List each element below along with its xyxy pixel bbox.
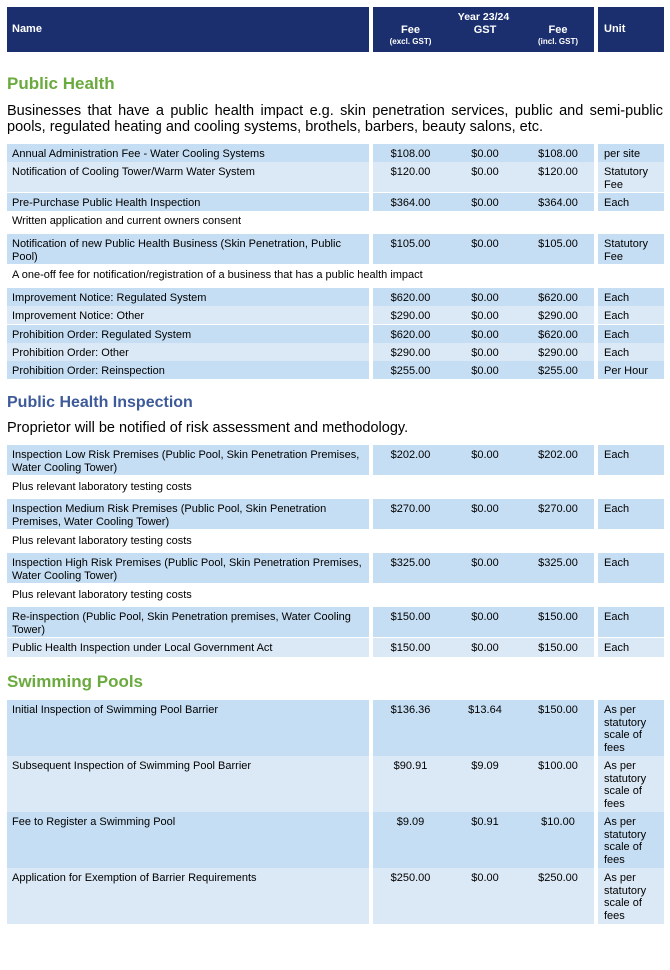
row-fee-incl: $100.00 — [522, 756, 594, 812]
header-fee-incl-sub: (incl. GST) — [538, 37, 578, 46]
header-fees-cell — [373, 7, 594, 52]
table-row — [7, 193, 664, 211]
header-fee-excl-sub: (excl. GST) — [389, 37, 432, 46]
row-unit: Each — [598, 499, 664, 529]
header-year-label: Year 23/24 — [457, 11, 510, 23]
row-unit: As per statutory scale of fees — [598, 700, 664, 756]
row-unit: As per statutory scale of fees — [598, 812, 664, 868]
row-unit: Statutory Fee — [598, 234, 664, 264]
row-name: Application for Exemption of Barrier Requirements — [7, 868, 369, 924]
row-gst: $0.00 — [448, 607, 522, 637]
table-header — [7, 7, 664, 52]
row-unit: Each — [598, 343, 664, 361]
table-row — [7, 553, 664, 583]
row-gst: $0.00 — [448, 162, 522, 192]
row-unit: Each — [598, 553, 664, 583]
row-fee-excl: $120.00 — [373, 162, 448, 192]
row-name: Inspection Medium Risk Premises (Public Pool, Skin Penetration Premises, Water Cooling Tower) — [7, 499, 369, 529]
table-row — [7, 288, 664, 306]
row-fee-incl: $290.00 — [522, 306, 594, 324]
header-unit-label: Unit — [604, 23, 626, 35]
section-desc-public-health-inspection: Proprietor will be notified of risk assessment and methodology. — [7, 420, 409, 436]
row-fee-incl: $325.00 — [522, 553, 594, 583]
row-fee-incl: $255.00 — [522, 361, 594, 379]
row-fee-incl: $150.00 — [522, 607, 594, 637]
header-name-cell — [7, 7, 369, 52]
row-name: Improvement Notice: Other — [7, 306, 369, 324]
row-fee-excl: $9.09 — [373, 812, 448, 868]
row-name: Pre-Purchase Public Health Inspection — [7, 193, 369, 211]
row-name: Initial Inspection of Swimming Pool Barrier — [7, 700, 369, 756]
row-note: Plus relevant laboratory testing costs — [7, 531, 664, 551]
row-name: Annual Administration Fee - Water Cooling Systems — [7, 144, 369, 162]
section-title-public-health-inspection: Public Health Inspection — [7, 394, 193, 411]
row-fee-excl: $250.00 — [373, 868, 448, 924]
row-note: A one-off fee for notification/registration of a business that has a public health impact — [7, 265, 664, 285]
row-name: Prohibition Order: Reinspection — [7, 361, 369, 379]
row-fee-excl: $255.00 — [373, 361, 448, 379]
table-note-row — [7, 585, 664, 605]
row-gst: $0.00 — [448, 868, 522, 924]
row-gst: $0.00 — [448, 499, 522, 529]
row-name: Subsequent Inspection of Swimming Pool Barrier — [7, 756, 369, 812]
table-row — [7, 756, 664, 812]
row-fee-incl: $620.00 — [522, 288, 594, 306]
row-note: Written application and current owners consent — [7, 211, 664, 231]
row-gst: $0.00 — [448, 445, 522, 475]
row-unit: Each — [598, 325, 664, 343]
header-fee-incl — [522, 24, 594, 47]
table-note-row — [7, 211, 664, 231]
row-note: Plus relevant laboratory testing costs — [7, 477, 664, 497]
table-row — [7, 325, 664, 343]
row-unit: Each — [598, 607, 664, 637]
header-fee-excl-label: Fee — [401, 24, 420, 36]
row-fee-excl: $108.00 — [373, 144, 448, 162]
row-fee-excl: $150.00 — [373, 638, 448, 657]
row-fee-excl: $290.00 — [373, 343, 448, 361]
row-fee-excl: $270.00 — [373, 499, 448, 529]
table-row — [7, 499, 664, 529]
row-fee-excl: $290.00 — [373, 306, 448, 324]
row-unit: Each — [598, 193, 664, 211]
row-gst: $0.00 — [448, 193, 522, 211]
row-gst: $0.00 — [448, 638, 522, 657]
header-name-label: Name — [12, 23, 42, 35]
row-fee-incl: $150.00 — [522, 638, 594, 657]
table-row — [7, 306, 664, 324]
row-unit: Per Hour — [598, 361, 664, 379]
row-name: Notification of Cooling Tower/Warm Water System — [7, 162, 369, 192]
section-desc-public-health: Businesses that have a public health impact e.g. skin penetration services, public and semi-public pools, regulated heating and cooling systems, brothels, barbers, beauty salons, etc. — [7, 103, 663, 135]
table-row — [7, 812, 664, 868]
row-unit: Each — [598, 306, 664, 324]
row-name: Notification of new Public Health Business (Skin Penetration, Public Pool) — [7, 234, 369, 264]
row-unit: Statutory Fee — [598, 162, 664, 192]
row-gst: $13.64 — [448, 700, 522, 756]
row-name: Prohibition Order: Regulated System — [7, 325, 369, 343]
header-fee-incl-label: Fee — [548, 24, 568, 36]
row-gst: $0.00 — [448, 553, 522, 583]
row-gst: $0.00 — [448, 343, 522, 361]
row-name: Fee to Register a Swimming Pool — [7, 812, 369, 868]
row-fee-incl: $10.00 — [522, 812, 594, 868]
table-row — [7, 361, 664, 379]
row-name: Inspection Low Risk Premises (Public Pool, Skin Penetration Premises, Water Cooling Tower) — [7, 445, 369, 475]
row-fee-excl: $136.36 — [373, 700, 448, 756]
row-fee-excl: $325.00 — [373, 553, 448, 583]
row-unit: per site — [598, 144, 664, 162]
table-note-row — [7, 477, 664, 497]
section-title-public-health: Public Health — [7, 74, 115, 93]
row-unit: Each — [598, 445, 664, 475]
row-fee-excl: $364.00 — [373, 193, 448, 211]
row-unit: Each — [598, 638, 664, 657]
row-fee-incl: $108.00 — [522, 144, 594, 162]
row-gst: $9.09 — [448, 756, 522, 812]
row-name: Inspection High Risk Premises (Public Pool, Skin Penetration Premises, Water Cooling Tower) — [7, 553, 369, 583]
table-row — [7, 638, 664, 657]
row-fee-incl: $364.00 — [522, 193, 594, 211]
row-note: Plus relevant laboratory testing costs — [7, 585, 664, 605]
table-row — [7, 445, 664, 475]
row-gst: $0.91 — [448, 812, 522, 868]
row-fee-incl: $620.00 — [522, 325, 594, 343]
row-gst: $0.00 — [448, 361, 522, 379]
row-name: Improvement Notice: Regulated System — [7, 288, 369, 306]
row-fee-incl: $202.00 — [522, 445, 594, 475]
table-row — [7, 234, 664, 264]
row-fee-incl: $270.00 — [522, 499, 594, 529]
row-gst: $0.00 — [448, 234, 522, 264]
row-fee-incl: $120.00 — [522, 162, 594, 192]
row-unit: As per statutory scale of fees — [598, 868, 664, 924]
row-gst: $0.00 — [448, 288, 522, 306]
row-name: Prohibition Order: Other — [7, 343, 369, 361]
table-row — [7, 868, 664, 924]
row-fee-incl: $105.00 — [522, 234, 594, 264]
table-row — [7, 700, 664, 756]
row-fee-excl: $105.00 — [373, 234, 448, 264]
section-title-swimming-pools: Swimming Pools — [7, 672, 144, 691]
row-fee-incl: $290.00 — [522, 343, 594, 361]
row-fee-incl: $150.00 — [522, 700, 594, 756]
row-gst: $0.00 — [448, 144, 522, 162]
table-row — [7, 343, 664, 361]
row-name: Re-inspection (Public Pool, Skin Penetration premises, Water Cooling Tower) — [7, 607, 369, 637]
header-gst-label: GST — [473, 24, 497, 36]
row-fee-excl: $620.00 — [373, 325, 448, 343]
row-unit: As per statutory scale of fees — [598, 756, 664, 812]
table-row — [7, 607, 664, 637]
row-gst: $0.00 — [448, 306, 522, 324]
row-fee-incl: $250.00 — [522, 868, 594, 924]
row-fee-excl: $90.91 — [373, 756, 448, 812]
table-row — [7, 162, 664, 192]
row-fee-excl: $620.00 — [373, 288, 448, 306]
row-unit: Each — [598, 288, 664, 306]
table-row — [7, 144, 664, 162]
row-fee-excl: $202.00 — [373, 445, 448, 475]
header-unit-cell — [598, 7, 664, 52]
table-note-row — [7, 265, 664, 285]
table-note-row — [7, 531, 664, 551]
header-gst — [448, 24, 522, 37]
row-gst: $0.00 — [448, 325, 522, 343]
row-name: Public Health Inspection under Local Government Act — [7, 638, 369, 657]
header-fee-excl — [373, 24, 448, 47]
row-fee-excl: $150.00 — [373, 607, 448, 637]
